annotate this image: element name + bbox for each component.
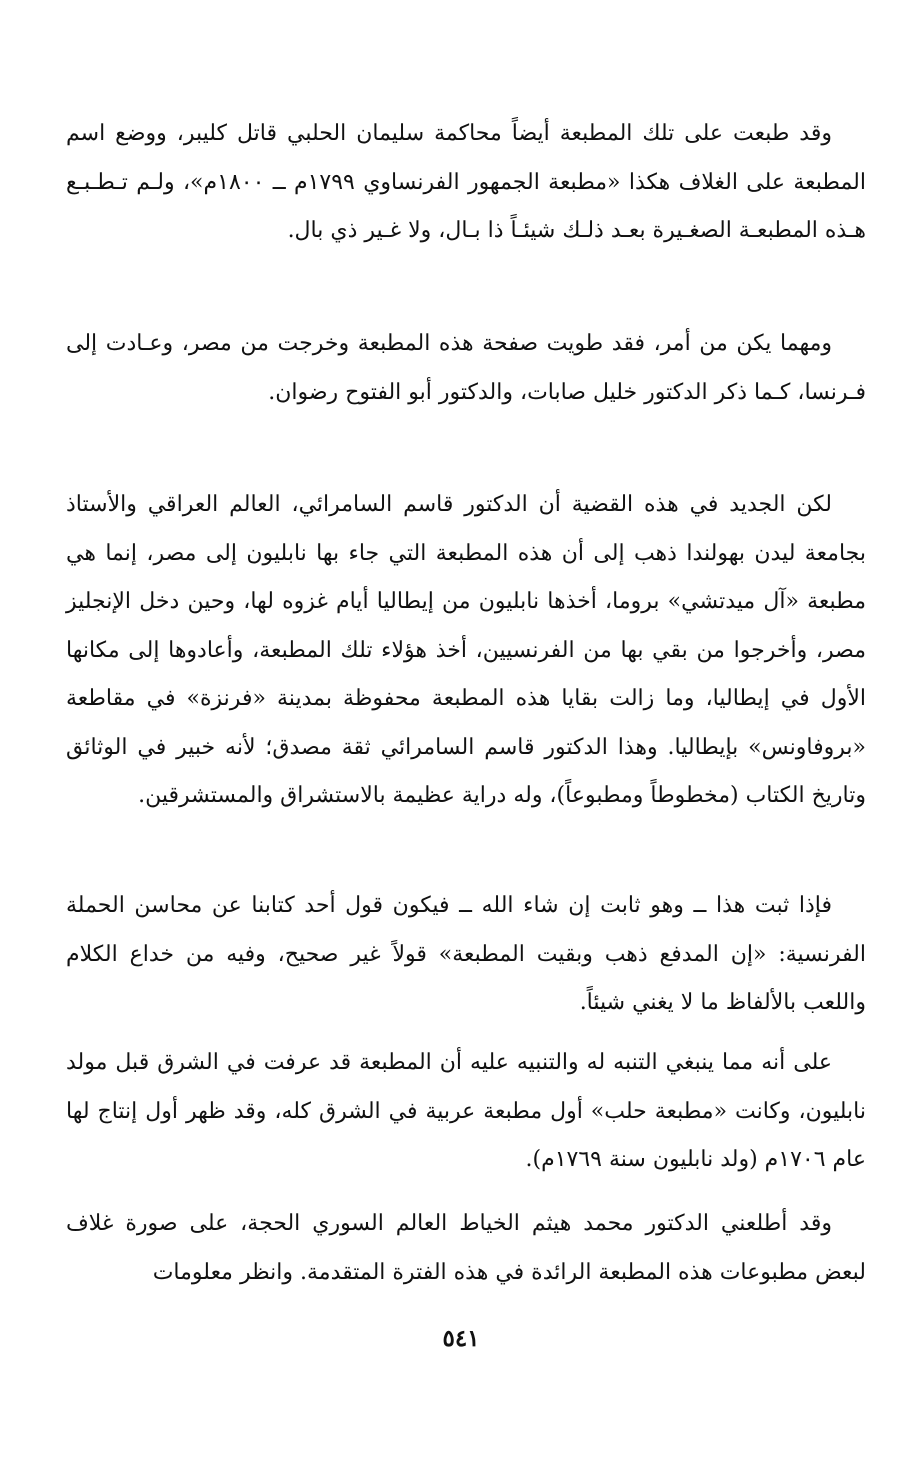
paragraph-text: وقد أطلعني الدكتور محمد هيثم الخياط العالم السوري الحجة، على صورة غلاف لبعض مطبوعات هذه المطبعة الرائدة في هذه الفترة المتقدمة. وانظر معلومات	[66, 1211, 866, 1285]
paragraph-text: على أنه مما ينبغي التنبه له والتنبيه عليه أن المطبعة قد عرفت في الشرق قبل مولد نابليون، وكانت «مطبعة حلب» أول مطبعة عربية في الشرق كله، وقد ظهر أول إنتاج لها عام ١٧٠٦م (ولد نابليون سنة ١٧٦٩م).	[66, 1050, 866, 1172]
paragraph	[66, 1200, 866, 1297]
paragraph-text: ومهما يكن من أمر، فقد طويت صفحة هذه المطبعة وخرجت من مصر، وعـادت إلى فـرنسا، كـما ذكر الدكتور خليل صابات، والدكتور أبو الفتوح رضوان.	[66, 331, 866, 405]
paragraph-text: فإذا ثبت هذا ــ وهو ثابت إن شاء الله ــ فيكون قول أحد كتابنا عن محاسن الحملة الفرنسية: «إن المدفع ذهب وبقيت المطبعة» قولاً غير صحيح، وفيه من خداع الكلام واللعب بالألفاظ ما لا يغني شيئاً.	[66, 893, 866, 1015]
paragraph-text: وقد طبعت على تلك المطبعة أيضاً محاكمة سليمان الحلبي قاتل كليبر، ووضع اسم المطبعة على الغلاف هكذا «مطبعة الجمهور الفرنساوي ١٧٩٩م ــ ١٨٠٠م»، ولـم تـطـبـع هـذه المطبعـة الصغـيرة بعـد ذلـك شيئـاً ذا بـال، ولا غـير ذي بال.	[66, 121, 867, 243]
paragraph-text: لكن الجديد في هذه القضية أن الدكتور قاسم السامرائي، العالم العراقي والأستاذ بجامعة ليدن بهولندا ذهب إلى أن هذه المطبعة التي جاء بها نابليون إلى مصر، إنما هي مطبعة «آل ميدتشي» بروما، أخذها نابليون من إيطاليا أيام غزوه لها، وحين دخل الإنجليز مصر، وأخرجوا من بقي بها من الفرنسيين، أخذ هؤلاء تلك المطبعة، وأعادوها إلى مكانها الأول في إيطاليا، وما زالت بقايا هذه المطبعة محفوظة بمدينة «فرنزة» في مقاطعة «بروفاونس» بإيطاليا. وهذا الدكتور قاسم السامرائي ثقة مصدق؛ لأنه خبير في الوثائق وتاريخ الكتاب (مخطوطاً ومطبوعاً)، وله دراية عظيمة بالاستشراق والمستشرقين.	[66, 492, 866, 808]
paragraph	[66, 882, 866, 1028]
paragraph	[66, 320, 866, 417]
paragraph	[66, 481, 866, 821]
paragraph	[66, 110, 866, 256]
page-number: ٥٤١	[442, 1325, 480, 1352]
paragraph	[66, 1039, 866, 1185]
